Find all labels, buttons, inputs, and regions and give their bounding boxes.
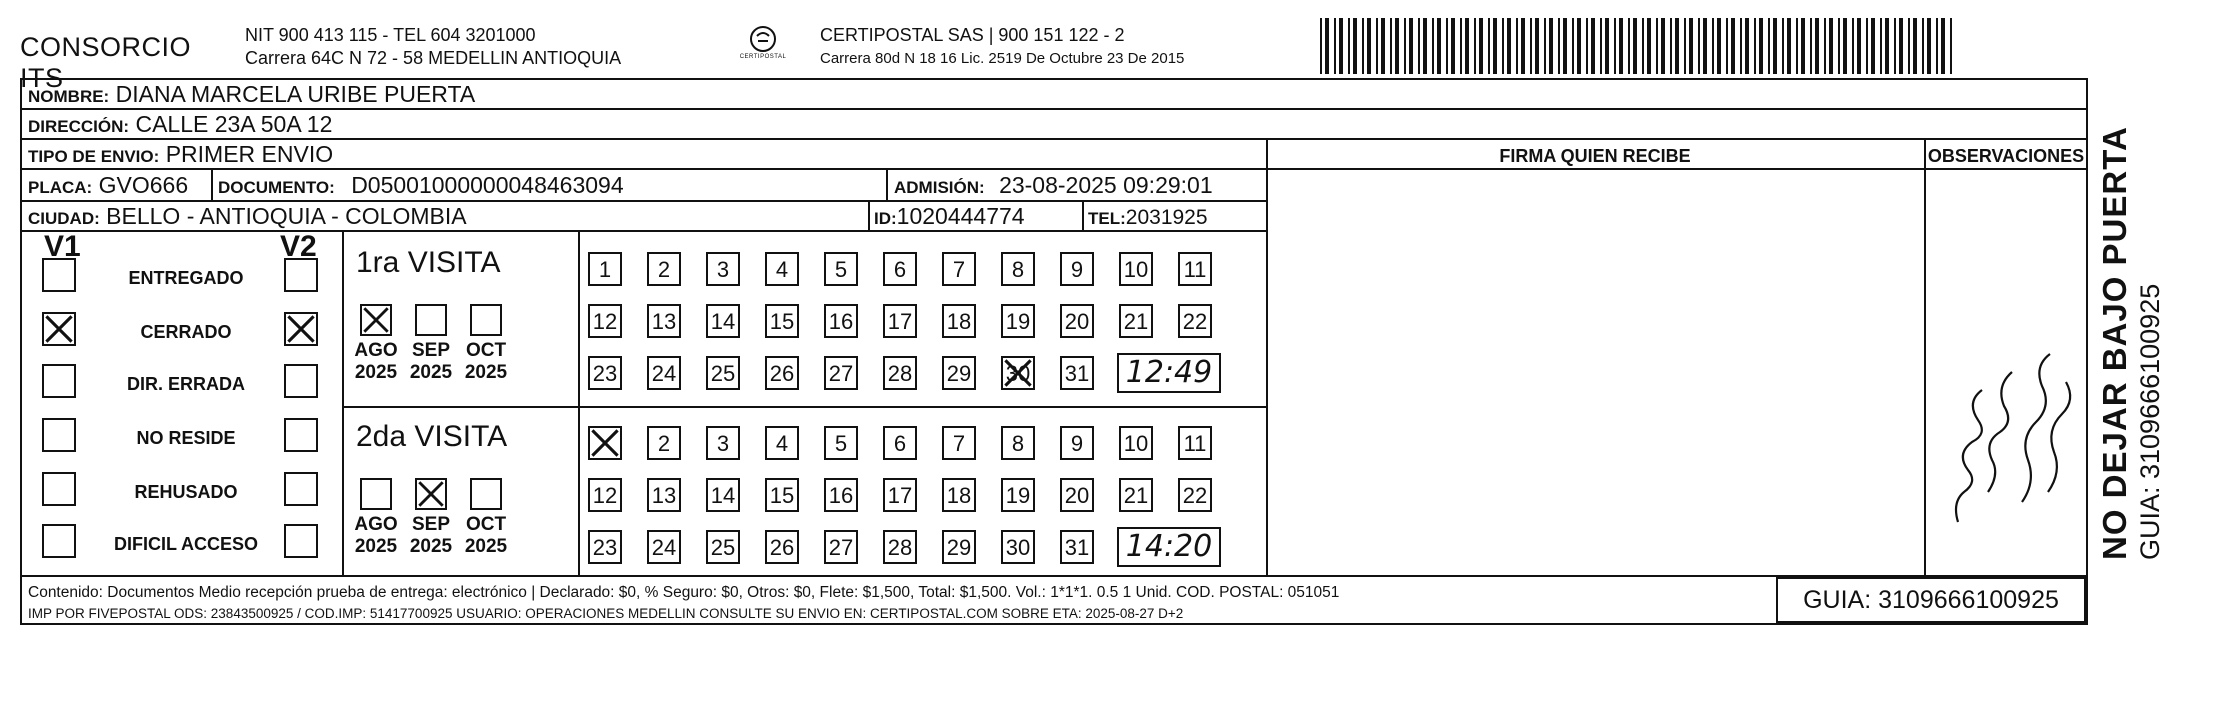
day-box[interactable] bbox=[588, 426, 622, 460]
barcode-bar bbox=[1801, 18, 1805, 74]
barcode-bar bbox=[1502, 18, 1504, 74]
barcode-bar bbox=[1530, 18, 1532, 74]
day-box[interactable]: 5 bbox=[824, 252, 858, 286]
barcode-bar bbox=[1628, 18, 1630, 74]
handwriting-stroke bbox=[1988, 372, 2012, 492]
admission-label: ADMISIÓN: bbox=[894, 178, 985, 197]
barcode-bar bbox=[1409, 18, 1413, 74]
delivery-form bbox=[20, 78, 2088, 625]
barcode-bar bbox=[1894, 18, 1896, 74]
day-box[interactable]: 24 bbox=[647, 530, 681, 564]
barcode-bar bbox=[1885, 18, 1889, 74]
ship-type-label: TIPO DE ENVIO: bbox=[28, 147, 160, 166]
tel-label: TEL: bbox=[1088, 209, 1126, 228]
barcode-bar bbox=[1521, 18, 1525, 74]
day-box[interactable]: 7 bbox=[942, 252, 976, 286]
month-label bbox=[346, 514, 406, 558]
carrier-info bbox=[820, 24, 1184, 70]
brand-name: CONSORCIO ITS bbox=[20, 32, 192, 93]
barcode-bar bbox=[1591, 18, 1595, 74]
month-year: 2025 bbox=[354, 536, 398, 557]
status-label: CERRADO bbox=[140, 322, 232, 342]
month-checkbox[interactable] bbox=[415, 304, 447, 336]
visit-separator bbox=[342, 406, 1266, 408]
id-label: ID: bbox=[874, 209, 897, 228]
barcode-bar bbox=[1353, 18, 1357, 74]
month-label bbox=[346, 340, 406, 384]
month-name: OCT bbox=[465, 340, 507, 361]
brand-line-1: NIT 900 413 115 - TEL 604 3201000 bbox=[245, 25, 536, 45]
barcode-bar bbox=[1717, 18, 1721, 74]
status-v2-checkbox[interactable] bbox=[284, 524, 318, 558]
day-box[interactable]: 19 bbox=[1001, 478, 1035, 512]
day-box[interactable]: 17 bbox=[883, 304, 917, 338]
barcode-bar bbox=[1507, 18, 1511, 74]
barcode-bar bbox=[1880, 18, 1882, 74]
barcode-bar bbox=[1838, 18, 1840, 74]
footer-line-1: Contenido: Documentos Medio recepción prueba de entrega: electrónico | Declarado: $0, % Seguro: $0, Otros: $0, Flete: $1,500, Total: $1,500. Vol.: 1*1*1. 0.5 1 Unid. COD. POSTAL: 051051 bbox=[28, 584, 1340, 601]
barcode-bar bbox=[1684, 18, 1686, 74]
day-box[interactable]: 25 bbox=[706, 530, 740, 564]
signature-divider bbox=[1266, 140, 1268, 575]
status-label: DIR. ERRADA bbox=[126, 374, 245, 394]
month-name: AGO bbox=[354, 340, 398, 361]
barcode-bar bbox=[1927, 18, 1931, 74]
month-checkbox[interactable] bbox=[470, 304, 502, 336]
handwriting-stroke bbox=[1956, 390, 1982, 522]
day-box[interactable]: 7 bbox=[942, 426, 976, 460]
barcode-bar bbox=[1661, 18, 1665, 74]
barcode-bar bbox=[1390, 18, 1392, 74]
status-v2-checkbox[interactable] bbox=[284, 258, 318, 292]
status-v2-checkbox[interactable] bbox=[284, 364, 318, 398]
barcode-bar bbox=[1796, 18, 1798, 74]
day-box[interactable]: 31 bbox=[1060, 356, 1094, 390]
footer-line-2: IMP POR FIVEPOSTAL ODS: 23843500925 / COD.IMP: 51417700925 USUARIO: OPERACIONES MEDELLIN CONSULTE SU ENVIO EN: CERTIPOSTAL.COM SOBRE ETA: 2025-08-27 D+2 bbox=[28, 606, 1184, 621]
barcode-bar bbox=[1642, 18, 1644, 74]
day-box[interactable]: 15 bbox=[765, 478, 799, 512]
day-box[interactable]: 9 bbox=[1060, 426, 1094, 460]
document-number: D05001000000048463094 bbox=[351, 172, 624, 198]
document-label: DOCUMENTO: bbox=[218, 178, 335, 197]
certipostal-logo bbox=[720, 24, 806, 60]
x-mark-icon bbox=[45, 315, 73, 343]
id-number: 1020444774 bbox=[896, 203, 1025, 229]
day-box[interactable]: 2 bbox=[647, 252, 681, 286]
day-box[interactable]: 20 bbox=[1060, 304, 1094, 338]
barcode-bar bbox=[1423, 18, 1427, 74]
day-box[interactable]: 21 bbox=[1119, 478, 1153, 512]
day-box[interactable]: 14 bbox=[706, 304, 740, 338]
barcode-bar bbox=[1922, 18, 1924, 74]
barcode-bar bbox=[1362, 18, 1364, 74]
month-name: SEP bbox=[411, 340, 451, 361]
day-box[interactable]: 14 bbox=[706, 478, 740, 512]
day-box[interactable]: 27 bbox=[824, 356, 858, 390]
month-name: SEP bbox=[411, 514, 451, 535]
month-year: 2025 bbox=[409, 536, 453, 557]
day-box[interactable]: 11 bbox=[1178, 426, 1212, 460]
month-checkbox[interactable] bbox=[360, 304, 392, 336]
status-v1-checkbox[interactable] bbox=[42, 418, 76, 452]
barcode-bar bbox=[1815, 18, 1819, 74]
month-year: 2025 bbox=[464, 362, 508, 383]
barcode-bar bbox=[1325, 18, 1329, 74]
barcode-bar bbox=[1432, 18, 1434, 74]
month-label bbox=[456, 514, 516, 558]
barcode-bar bbox=[1460, 18, 1462, 74]
v2-label: V2 bbox=[280, 230, 317, 263]
barcode-bar bbox=[1754, 18, 1756, 74]
status-label: REHUSADO bbox=[134, 482, 238, 502]
barcode-bar bbox=[1843, 18, 1847, 74]
visit-title: 1ra VISITA bbox=[356, 246, 501, 279]
barcode-bar bbox=[1731, 18, 1735, 74]
footer-text bbox=[28, 582, 1339, 624]
logo-text: CERTIPOSTAL bbox=[739, 54, 787, 60]
month-checkbox[interactable] bbox=[415, 478, 447, 510]
day-box[interactable]: 2 bbox=[647, 426, 681, 460]
barcode-bar bbox=[1493, 18, 1497, 74]
recipient-address: CALLE 23A 50A 12 bbox=[135, 111, 333, 137]
barcode-bar bbox=[1605, 18, 1609, 74]
day-box[interactable]: 27 bbox=[824, 530, 858, 564]
day-box[interactable]: 15 bbox=[765, 304, 799, 338]
x-mark-icon bbox=[363, 307, 389, 333]
day-box[interactable]: 1 bbox=[588, 252, 622, 286]
day-box[interactable]: 23 bbox=[588, 530, 622, 564]
recipient-name: DIANA MARCELA URIBE PUERTA bbox=[115, 81, 476, 107]
status-v1-checkbox[interactable] bbox=[42, 524, 76, 558]
barcode-bar bbox=[1633, 18, 1637, 74]
barcode-bar bbox=[1404, 18, 1406, 74]
day-box[interactable]: 31 bbox=[1060, 530, 1094, 564]
barcode-bar bbox=[1712, 18, 1714, 74]
day-box[interactable]: 11 bbox=[1178, 252, 1212, 286]
barcode-bar bbox=[1451, 18, 1455, 74]
observations-divider bbox=[1924, 140, 1926, 575]
barcode-bar bbox=[1544, 18, 1546, 74]
v1-label: V1 bbox=[44, 230, 81, 263]
barcode-bar bbox=[1936, 18, 1938, 74]
barcode-bar bbox=[1465, 18, 1469, 74]
status-v1-checkbox[interactable] bbox=[42, 312, 76, 346]
month-year: 2025 bbox=[409, 362, 453, 383]
day-box[interactable]: 30 bbox=[1001, 356, 1035, 390]
barcode-bar bbox=[1824, 18, 1826, 74]
status-v2-checkbox[interactable] bbox=[284, 312, 318, 346]
head-divider bbox=[1266, 168, 2086, 170]
barcode-bar bbox=[1446, 18, 1448, 74]
barcode-bar bbox=[1586, 18, 1588, 74]
name-row bbox=[22, 80, 2086, 110]
barcode-bar bbox=[1689, 18, 1693, 74]
barcode-bar bbox=[1381, 18, 1385, 74]
day-box[interactable]: 28 bbox=[883, 530, 917, 564]
visit-time: 12:49 bbox=[1117, 353, 1221, 393]
carrier-line-1: CERTIPOSTAL SAS | 900 151 122 - 2 bbox=[820, 25, 1125, 45]
barcode-bar bbox=[1740, 18, 1742, 74]
status-v1-checkbox[interactable] bbox=[42, 258, 76, 292]
day-box[interactable]: 29 bbox=[942, 530, 976, 564]
barcode-bar bbox=[1488, 18, 1490, 74]
x-mark-icon bbox=[591, 429, 619, 457]
barcode-bar bbox=[1829, 18, 1833, 74]
barcode-bar bbox=[1516, 18, 1518, 74]
day-box[interactable]: 18 bbox=[942, 304, 976, 338]
day-box[interactable]: 9 bbox=[1060, 252, 1094, 286]
status-divider bbox=[342, 232, 344, 575]
day-box[interactable]: 8 bbox=[1001, 426, 1035, 460]
month-label bbox=[401, 340, 461, 384]
barcode-bar bbox=[1899, 18, 1903, 74]
status-v2-checkbox[interactable] bbox=[284, 418, 318, 452]
barcode-bar bbox=[1376, 18, 1378, 74]
day-box[interactable]: 4 bbox=[765, 426, 799, 460]
plate-label: PLACA: bbox=[28, 178, 93, 197]
barcode-bar bbox=[1726, 18, 1728, 74]
side-note bbox=[2096, 126, 2166, 560]
day-box[interactable]: 18 bbox=[942, 478, 976, 512]
barcode-bar bbox=[1479, 18, 1483, 74]
side-guia: GUIA: 3109666100925 bbox=[2135, 283, 2165, 560]
barcode-bar bbox=[1320, 18, 1322, 74]
day-box[interactable]: 24 bbox=[647, 356, 681, 390]
day-box[interactable]: 6 bbox=[883, 426, 917, 460]
day-box[interactable]: 3 bbox=[706, 426, 740, 460]
barcode-bar bbox=[1913, 18, 1917, 74]
day-box[interactable]: 6 bbox=[883, 252, 917, 286]
admission-divider bbox=[886, 170, 888, 200]
month-name: AGO bbox=[354, 514, 398, 535]
barcode-bar bbox=[1787, 18, 1791, 74]
day-box[interactable]: 13 bbox=[647, 478, 681, 512]
x-mark-icon bbox=[287, 315, 315, 343]
month-checkbox[interactable] bbox=[470, 478, 502, 510]
day-box[interactable]: 26 bbox=[765, 356, 799, 390]
handwriting-stroke bbox=[2048, 382, 2070, 492]
carrier-line-2: Carrera 80d N 18 16 Lic. 2519 De Octubre 23 De 2015 bbox=[820, 50, 1185, 67]
day-box[interactable]: 19 bbox=[1001, 304, 1035, 338]
barcode-bar bbox=[1759, 18, 1763, 74]
barcode-bar bbox=[1656, 18, 1658, 74]
day-box[interactable]: 16 bbox=[824, 478, 858, 512]
observations-handwriting bbox=[1938, 342, 2088, 532]
barcode-bar bbox=[1619, 18, 1623, 74]
barcode bbox=[1320, 18, 1956, 74]
month-checkbox[interactable] bbox=[360, 478, 392, 510]
x-mark-icon bbox=[418, 481, 444, 507]
observations-heading: OBSERVACIONES bbox=[1927, 146, 2085, 166]
barcode-bar bbox=[1474, 18, 1476, 74]
ship-type-row bbox=[22, 140, 1266, 170]
barcode-bar bbox=[1348, 18, 1350, 74]
side-warning: NO DEJAR BAJO PUERTA bbox=[2096, 126, 2133, 560]
brand-info bbox=[245, 24, 621, 70]
barcode-bar bbox=[1675, 18, 1679, 74]
barcode-bar bbox=[1437, 18, 1441, 74]
barcode-bar bbox=[1334, 18, 1336, 74]
status-label: DIFICIL ACCESO bbox=[113, 534, 258, 554]
barcode-bar bbox=[1367, 18, 1371, 74]
day-box[interactable]: 8 bbox=[1001, 252, 1035, 286]
name-label: NOMBRE: bbox=[28, 87, 110, 106]
day-box[interactable]: 30 bbox=[1001, 530, 1035, 564]
status-v2-checkbox[interactable] bbox=[284, 472, 318, 506]
day-box[interactable]: 5 bbox=[824, 426, 858, 460]
month-label bbox=[456, 340, 516, 384]
admission-date: 23-08-2025 09:29:01 bbox=[999, 172, 1213, 198]
id-divider bbox=[868, 202, 870, 230]
tel-divider bbox=[1082, 202, 1084, 230]
barcode-bar bbox=[1866, 18, 1868, 74]
visit-title: 2da VISITA bbox=[356, 420, 508, 453]
barcode-bar bbox=[1950, 18, 1952, 74]
barcode-bar bbox=[1745, 18, 1749, 74]
guia-number: GUIA: 3109666100925 bbox=[1776, 577, 2086, 623]
day-box[interactable]: 12 bbox=[588, 304, 622, 338]
city-label: CIUDAD: bbox=[28, 209, 100, 228]
day-box[interactable]: 3 bbox=[706, 252, 740, 286]
barcode-bar bbox=[1852, 18, 1854, 74]
barcode-bar bbox=[1549, 18, 1553, 74]
barcode-bar bbox=[1941, 18, 1945, 74]
day-box[interactable]: 22 bbox=[1178, 304, 1212, 338]
barcode-bar bbox=[1810, 18, 1812, 74]
day-box[interactable]: 23 bbox=[588, 356, 622, 390]
x-mark-icon bbox=[1004, 359, 1032, 387]
day-box[interactable]: 4 bbox=[765, 252, 799, 286]
status-label: ENTREGADO bbox=[128, 268, 244, 288]
barcode-bar bbox=[1572, 18, 1574, 74]
month-year: 2025 bbox=[354, 362, 398, 383]
barcode-bar bbox=[1670, 18, 1672, 74]
barcode-bar bbox=[1418, 18, 1420, 74]
status-v1-checkbox[interactable] bbox=[42, 364, 76, 398]
month-name: OCT bbox=[465, 514, 507, 535]
barcode-bar bbox=[1768, 18, 1770, 74]
barcode-bar bbox=[1647, 18, 1651, 74]
status-v1-checkbox[interactable] bbox=[42, 472, 76, 506]
barcode-bar bbox=[1857, 18, 1861, 74]
barcode-bar bbox=[1563, 18, 1567, 74]
month-year: 2025 bbox=[464, 536, 508, 557]
day-box[interactable]: 29 bbox=[942, 356, 976, 390]
day-box[interactable]: 20 bbox=[1060, 478, 1094, 512]
month-label bbox=[401, 514, 461, 558]
day-box[interactable]: 16 bbox=[824, 304, 858, 338]
handwriting-stroke bbox=[2022, 354, 2050, 502]
signature-heading: FIRMA QUIEN RECIBE bbox=[1499, 146, 1691, 166]
visit-divider bbox=[578, 232, 580, 575]
tel-number: 2031925 bbox=[1125, 206, 1208, 229]
day-box[interactable]: 22 bbox=[1178, 478, 1212, 512]
visit-time: 14:20 bbox=[1117, 527, 1221, 567]
brand-line-2: Carrera 64C N 72 - 58 MEDELLIN ANTIOQUIA bbox=[245, 48, 622, 68]
barcode-bar bbox=[1698, 18, 1700, 74]
day-box[interactable]: 12 bbox=[588, 478, 622, 512]
ship-type: PRIMER ENVIO bbox=[165, 141, 334, 167]
barcode-bar bbox=[1395, 18, 1399, 74]
plate-row bbox=[22, 170, 1266, 202]
day-box[interactable]: 10 bbox=[1119, 252, 1153, 286]
city-row bbox=[22, 202, 1266, 232]
day-box[interactable]: 13 bbox=[647, 304, 681, 338]
barcode-bar bbox=[1703, 18, 1707, 74]
barcode-bar bbox=[1782, 18, 1784, 74]
barcode-bar bbox=[1577, 18, 1581, 74]
barcode-bar bbox=[1339, 18, 1343, 74]
barcode-bar bbox=[1908, 18, 1910, 74]
plate: GVO666 bbox=[98, 172, 189, 198]
day-box[interactable]: 28 bbox=[883, 356, 917, 390]
logo-icon bbox=[748, 24, 778, 54]
barcode-bar bbox=[1535, 18, 1539, 74]
barcode-bar bbox=[1871, 18, 1875, 74]
day-box[interactable]: 25 bbox=[706, 356, 740, 390]
address-row bbox=[22, 110, 2086, 140]
barcode-bar bbox=[1558, 18, 1560, 74]
day-box[interactable]: 10 bbox=[1119, 426, 1153, 460]
barcode-bar bbox=[1600, 18, 1602, 74]
barcode-bar bbox=[1614, 18, 1616, 74]
plate-divider bbox=[211, 170, 213, 200]
barcode-bar bbox=[1773, 18, 1777, 74]
day-box[interactable]: 21 bbox=[1119, 304, 1153, 338]
city: BELLO - ANTIOQUIA - COLOMBIA bbox=[106, 203, 467, 229]
address-label: DIRECCIÓN: bbox=[28, 117, 130, 136]
day-box[interactable]: 26 bbox=[765, 530, 799, 564]
status-label: NO RESIDE bbox=[136, 428, 236, 448]
day-box[interactable]: 17 bbox=[883, 478, 917, 512]
